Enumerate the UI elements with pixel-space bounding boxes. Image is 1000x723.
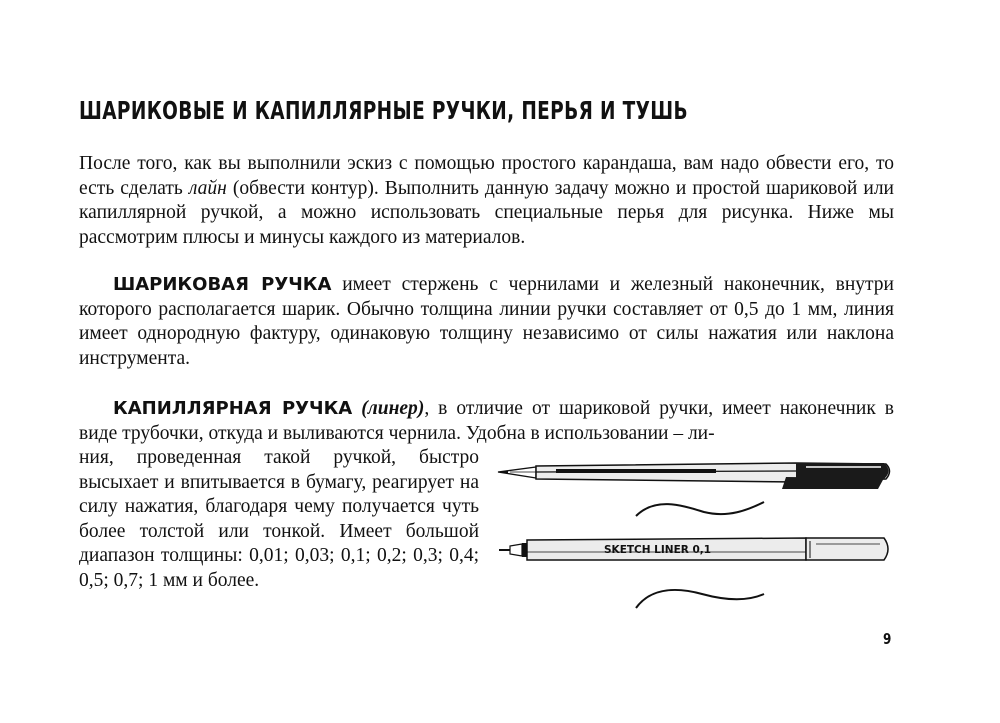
- intro-italic-term: лайн: [188, 177, 227, 199]
- ballpoint-term: ШАРИКОВАЯ РУЧКА: [113, 274, 332, 295]
- capillary-pen-image: [499, 538, 888, 560]
- intro-text-1: После того, как вы выполнили эскиз с помощью простого карандаша, вам надо обвести его, то есть сделать: [79, 153, 894, 199]
- capillary-term: КАПИЛЛЯРНАЯ РУЧКА: [113, 398, 353, 419]
- capillary-stroke-sample: [636, 590, 764, 608]
- capillary-paren-close: ): [417, 398, 425, 419]
- page-number: 9: [883, 630, 892, 648]
- ballpoint-paragraph: [79, 273, 894, 371]
- pens-drawing: [496, 452, 896, 622]
- ballpoint-stroke-sample: [636, 502, 764, 516]
- capillary-continuation: ния, проведенная такой ручкой, быстро высыхает и впитывается в бумагу, реагирует на силу нажатия, благодаря чему получается чуть более толстой или тонкой. Имеет большой диапазон толщины: 0,01; 0,03; 0,1; 0,2; 0,3; 0,4; 0,5; 0,7; 1 мм и более.: [79, 447, 479, 591]
- capillary-paragraph: [79, 397, 894, 446]
- pens-illustration: [496, 452, 896, 622]
- page-title: ШАРИКОВЫЕ И КАПИЛЛЯРНЫЕ РУЧКИ, ПЕРЬЯ И ТУШЬ: [79, 96, 688, 125]
- ballpoint-text: имеет стержень с чернилами и железный наконечник, внутри которого располагается шарик. Обычно толщина линии ручки составляет от 0,5 до 1 мм, линия имеет однородную фактуру, одинаковую толщину независимо от силы нажатия или наклона инструмента.: [79, 274, 894, 369]
- intro-text-2: (обвести контур). Выполнить данную задачу можно и простой шариковой или капиллярной ручкой, а можно использовать специальные перья для рисунка. Ниже мы рассмотрим плюсы и минусы каждого из материалов.: [79, 177, 894, 248]
- capillary-text: , в отличие от шариковой ручки, имеет наконечник в виде трубочки, откуда и выливаются чернила. Удобна в использовании – ли-: [79, 398, 894, 444]
- intro-paragraph: [79, 152, 894, 250]
- ballpoint-pen-image: [498, 463, 890, 489]
- liner-label: SKETCH LINER 0,1: [604, 544, 712, 556]
- capillary-paren-open: (: [352, 398, 368, 419]
- capillary-italic-term: линер: [367, 398, 418, 419]
